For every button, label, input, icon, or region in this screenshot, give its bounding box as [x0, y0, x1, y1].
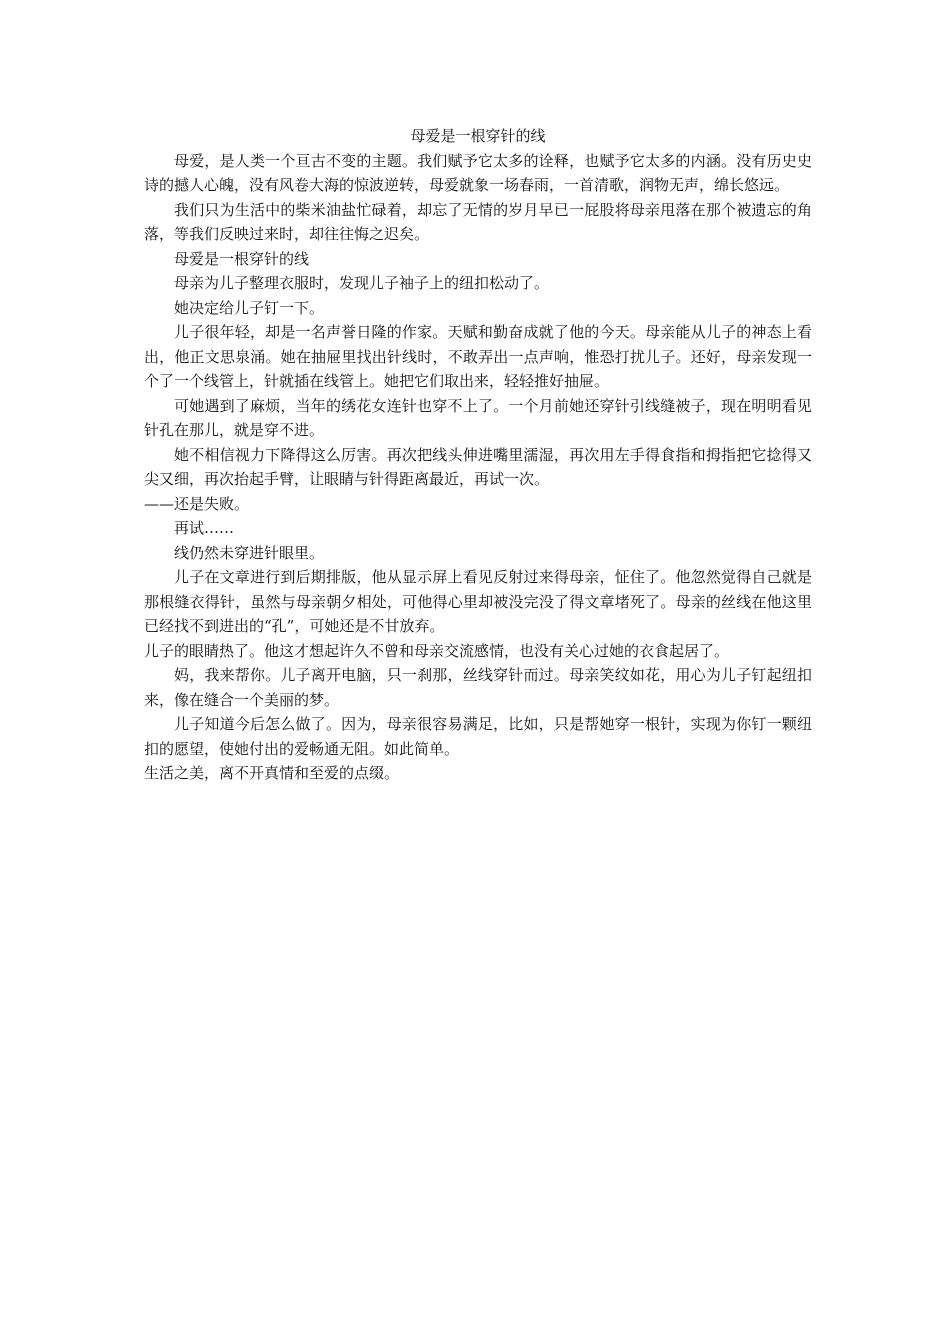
paragraph-10: 再试……	[174, 519, 235, 537]
paragraph-16: 生活之美，离不开真情和至爱的点缀。	[144, 764, 400, 782]
document-title: 母爱是一根穿针的线	[410, 127, 546, 145]
paragraph-9: ——还是失败。	[144, 494, 250, 513]
paragraph-2: 我们只为生活中的柴米油盐忙碌着，却忘了无情的岁月早已一屁股将母亲甩落在那个被遗忘的角落，等我们反映过来时，却往往悔之迟矣。	[144, 200, 812, 243]
paragraph-8: 她不相信视力下降得这么厉害。再次把线头伸进嘴里濡湿，再次用左手得食指和拇指把它捻得又尖又细，再次抬起手臂，让眼睛与针得距离最近，再试一次。	[144, 445, 812, 488]
paragraph-14: 妈，我来帮你。儿子离开电脑，只一刹那，丝线穿针而过。母亲笑纹如花，用心为儿子钉起纽扣来，像在缝合一个美丽的梦。	[144, 666, 812, 709]
paragraph-5: 她决定给儿子钉一下。	[174, 298, 325, 317]
paragraph-15: 儿子知道今后怎么做了。因为，母亲很容易满足，比如，只是帮她穿一根针，实现为你钉一颗纽扣的愿望，使她付出的爱畅通无阻。如此简单。	[144, 715, 812, 758]
paragraph-1: 母爱，是人类一个亘古不变的主题。我们赋予它太多的诠释，也赋予它太多的内涵。没有历史史诗的撼人心魄，没有风卷大海的惊波逆转，母爱就象一场春雨，一首清歌，润物无声，绵长悠远。	[144, 151, 812, 194]
paragraph-12: 儿子在文章进行到后期排版，他从显示屏上看见反射过来得母亲，怔住了。他忽然觉得自己就是那根缝衣得针，虽然与母亲朝夕相处，可他得心里却被没完没了得文章堵死了。母亲的丝线在他这里已经找不到进出的“孔”，可她还是不甘放弃。	[144, 568, 812, 635]
paragraph-11: 线仍然未穿进针眼里。	[174, 543, 325, 562]
paragraph-13: 儿子的眼睛热了。他这才想起许久不曾和母亲交流感情，也没有关心过她的衣食起居了。	[144, 641, 730, 660]
paragraph-6: 儿子很年轻，却是一名声誉日隆的作家。天赋和勤奋成就了他的今天。母亲能从儿子的神态上看出，他正文思泉涌。她在抽屉里找出针线时，不敢弄出一点声响，惟恐打扰儿子。还好，母亲发现一个了一个线管上，针就插在线管上。她把它们取出来，轻轻推好抽屉。	[144, 323, 812, 390]
paragraph-4: 母亲为儿子整理衣服时，发现儿子袖子上的纽扣松动了。	[174, 274, 550, 292]
paragraph-7: 可她遇到了麻烦，当年的绣花女连针也穿不上了。一个月前她还穿针引线缝被子，现在明明看见针孔在那儿，就是穿不进。	[144, 396, 812, 439]
document-page	[144, 124, 812, 786]
paragraph-3: 母爱是一根穿针的线	[174, 249, 310, 268]
